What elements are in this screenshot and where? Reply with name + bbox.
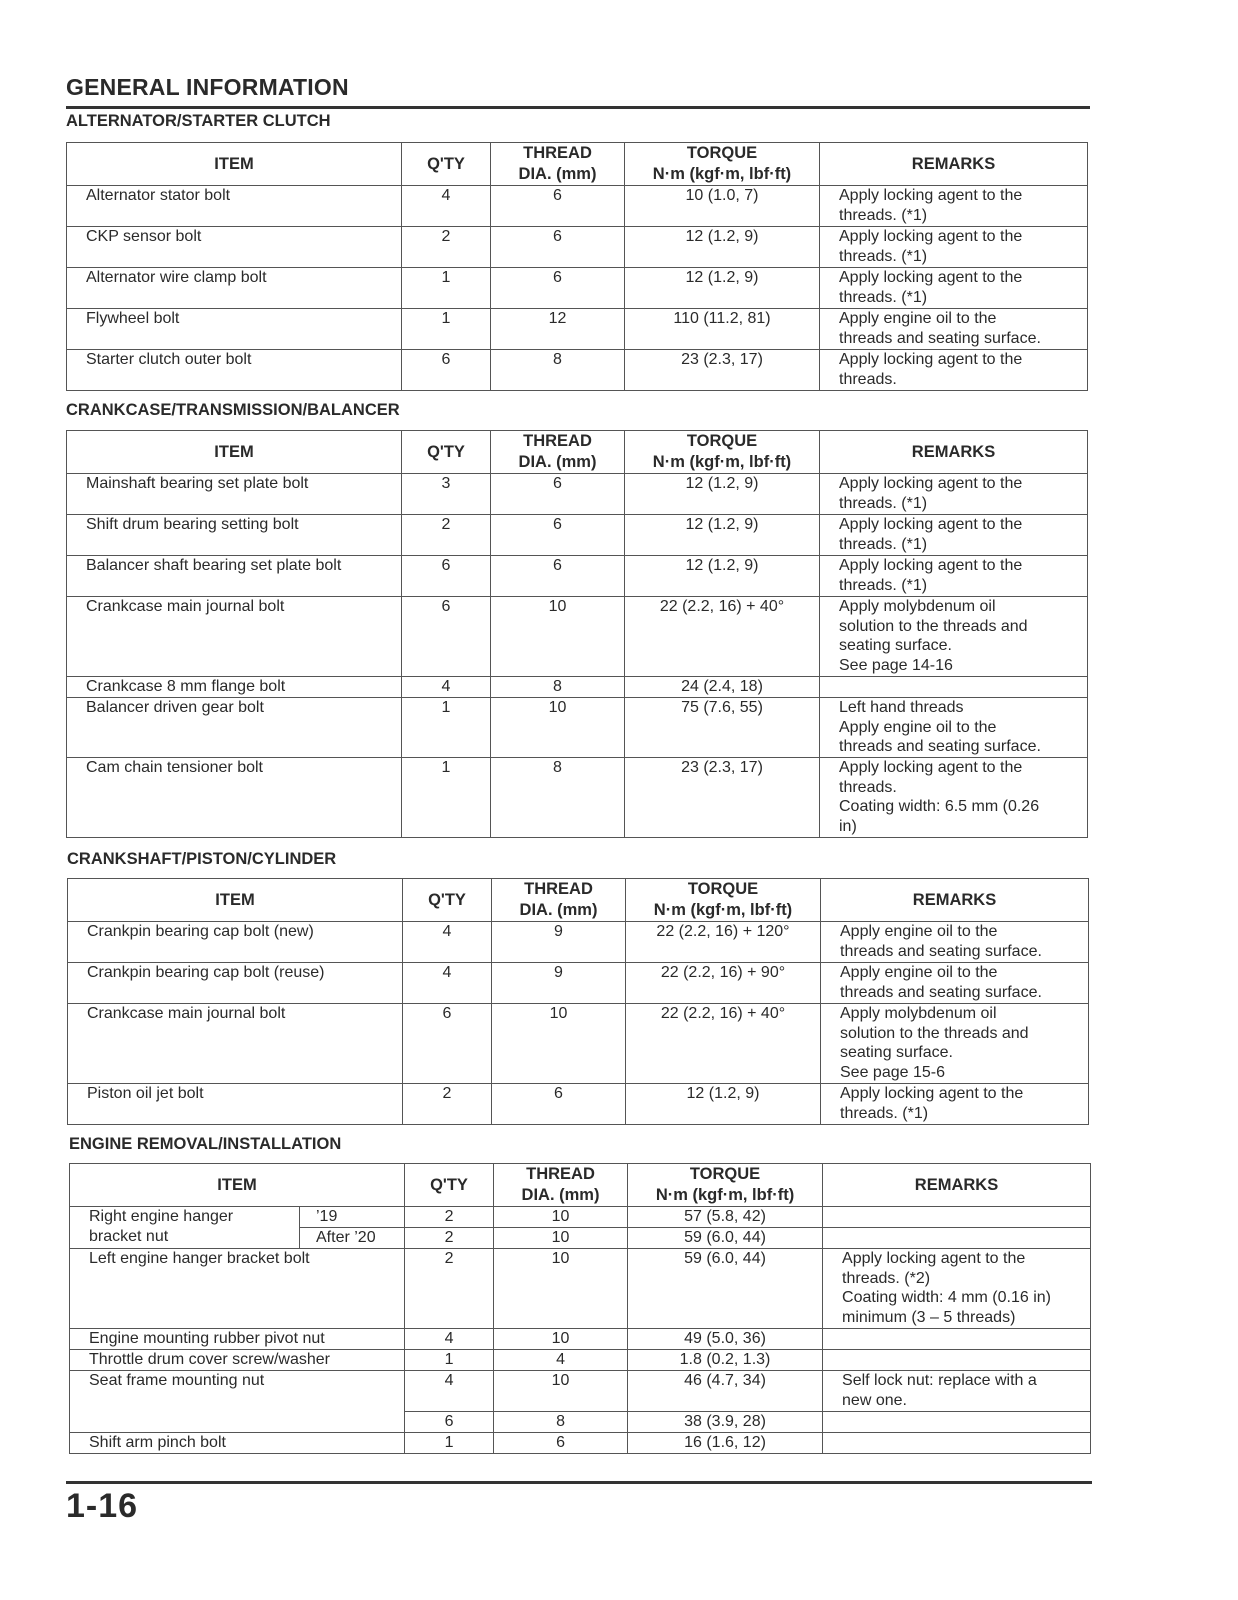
item-cell: Engine mounting rubber pivot nut xyxy=(70,1329,405,1350)
qty-cell: 2 xyxy=(402,515,491,556)
remarks-cell: Left hand threads Apply engine oil to the threads and seating surface. xyxy=(820,698,1088,758)
table-header-row xyxy=(68,879,1089,922)
torque-cell: 12 (1.2, 9) xyxy=(626,1084,821,1125)
torque-cell: 24 (2.4, 18) xyxy=(625,677,820,698)
table-row xyxy=(67,474,1088,515)
table-row xyxy=(67,309,1088,350)
table-row xyxy=(70,1350,1091,1371)
section-heading-crankshaft: CRANKSHAFT/PISTON/CYLINDER xyxy=(67,850,337,868)
section-heading-engine-removal: ENGINE REMOVAL/INSTALLATION xyxy=(69,1135,342,1153)
item-cell: Balancer driven gear bolt xyxy=(67,698,402,758)
remarks-cell: Self lock nut: replace with a new one. xyxy=(823,1371,1091,1412)
remarks-cell: Apply locking agent to the threads. (*1) xyxy=(820,268,1088,309)
item-cell: Alternator wire clamp bolt xyxy=(67,268,402,309)
item-cell: Right engine hanger bracket nut xyxy=(70,1207,300,1249)
torque-cell: 12 (1.2, 9) xyxy=(625,556,820,597)
model-year-cell: ’19 xyxy=(300,1207,405,1228)
item-cell: Cam chain tensioner bolt xyxy=(67,758,402,838)
col-item-header: ITEM xyxy=(70,1164,405,1207)
table-row xyxy=(70,1371,1091,1412)
qty-cell: 2 xyxy=(405,1207,494,1228)
remarks-cell: Apply molybdenum oil solution to the threads and seating surface. See page 14-16 xyxy=(820,597,1088,677)
page-title: GENERAL INFORMATION xyxy=(66,74,349,100)
section-heading-crankcase: CRANKCASE/TRANSMISSION/BALANCER xyxy=(66,401,400,419)
torque-cell: 12 (1.2, 9) xyxy=(625,227,820,268)
torque-cell: 22 (2.2, 16) + 40° xyxy=(626,1004,821,1084)
table-row xyxy=(70,1433,1091,1454)
table-row xyxy=(68,963,1089,1004)
item-cell: Shift drum bearing setting bolt xyxy=(67,515,402,556)
torque-cell: 46 (4.7, 34) xyxy=(628,1371,823,1412)
item-cell: Starter clutch outer bolt xyxy=(67,350,402,391)
torque-cell: 23 (2.3, 17) xyxy=(625,350,820,391)
table-row xyxy=(68,922,1089,963)
qty-cell: 1 xyxy=(405,1350,494,1371)
table-row xyxy=(67,350,1088,391)
qty-cell: 6 xyxy=(405,1412,494,1433)
torque-cell: 12 (1.2, 9) xyxy=(625,268,820,309)
torque-cell: 22 (2.2, 16) + 40° xyxy=(625,597,820,677)
qty-cell: 6 xyxy=(403,1004,492,1084)
item-cell: Crankcase main journal bolt xyxy=(67,597,402,677)
col-item-header: ITEM xyxy=(67,143,402,186)
col-qty-header: Q'TY xyxy=(403,879,492,922)
remarks-cell xyxy=(823,1433,1091,1454)
qty-cell: 4 xyxy=(403,963,492,1004)
remarks-cell xyxy=(823,1412,1091,1433)
item-cell: Shift arm pinch bolt xyxy=(70,1433,405,1454)
table-header-row xyxy=(67,143,1088,186)
col-remarks-header: REMARKS xyxy=(820,143,1088,186)
footer-divider xyxy=(66,1481,1092,1484)
thread-cell: 10 xyxy=(492,1004,626,1084)
thread-cell: 9 xyxy=(492,963,626,1004)
qty-cell: 4 xyxy=(402,186,491,227)
remarks-cell: Apply engine oil to the threads and seating surface. xyxy=(820,309,1088,350)
remarks-cell: Apply locking agent to the threads. (*1) xyxy=(820,515,1088,556)
thread-cell: 10 xyxy=(494,1249,628,1329)
col-torque-header: TORQUE N·m (kgf·m, lbf·ft) xyxy=(628,1164,823,1207)
remarks-cell: Apply engine oil to the threads and seating surface. xyxy=(821,922,1089,963)
torque-table-crankshaft xyxy=(67,878,1089,1125)
qty-cell: 1 xyxy=(402,758,491,838)
table-row xyxy=(67,556,1088,597)
thread-cell: 8 xyxy=(491,677,625,698)
qty-cell: 4 xyxy=(405,1329,494,1350)
item-cell: Crankpin bearing cap bolt (new) xyxy=(68,922,403,963)
col-torque-header: TORQUE N·m (kgf·m, lbf·ft) xyxy=(625,143,820,186)
remarks-cell xyxy=(820,677,1088,698)
torque-cell: 23 (2.3, 17) xyxy=(625,758,820,838)
thread-cell: 8 xyxy=(491,758,625,838)
table-row xyxy=(70,1207,1091,1228)
table-header-row xyxy=(70,1164,1091,1207)
thread-cell: 6 xyxy=(491,186,625,227)
thread-cell: 6 xyxy=(492,1084,626,1125)
torque-table-alternator xyxy=(66,142,1088,391)
table-row xyxy=(68,1004,1089,1084)
torque-table-crankcase xyxy=(66,430,1088,838)
torque-cell: 12 (1.2, 9) xyxy=(625,474,820,515)
qty-cell: 1 xyxy=(402,698,491,758)
remarks-cell xyxy=(823,1207,1091,1228)
col-qty-header: Q'TY xyxy=(405,1164,494,1207)
table-row xyxy=(67,597,1088,677)
thread-cell: 10 xyxy=(494,1371,628,1412)
qty-cell: 1 xyxy=(402,309,491,350)
col-remarks-header: REMARKS xyxy=(823,1164,1091,1207)
col-torque-header: TORQUE N·m (kgf·m, lbf·ft) xyxy=(626,879,821,922)
qty-cell: 2 xyxy=(402,227,491,268)
table-row xyxy=(67,698,1088,758)
item-cell: Seat frame mounting nut xyxy=(70,1371,405,1433)
torque-cell: 22 (2.2, 16) + 90° xyxy=(626,963,821,1004)
qty-cell: 4 xyxy=(402,677,491,698)
qty-cell: 2 xyxy=(403,1084,492,1125)
thread-cell: 6 xyxy=(491,268,625,309)
torque-cell: 12 (1.2, 9) xyxy=(625,515,820,556)
thread-cell: 8 xyxy=(494,1412,628,1433)
col-thread-header: THREAD DIA. (mm) xyxy=(492,879,626,922)
torque-cell: 1.8 (0.2, 1.3) xyxy=(628,1350,823,1371)
table-row xyxy=(67,268,1088,309)
qty-cell: 1 xyxy=(405,1433,494,1454)
col-thread-header: THREAD DIA. (mm) xyxy=(491,143,625,186)
table-header-row xyxy=(67,431,1088,474)
item-cell: Alternator stator bolt xyxy=(67,186,402,227)
thread-cell: 6 xyxy=(491,515,625,556)
torque-cell: 49 (5.0, 36) xyxy=(628,1329,823,1350)
torque-cell: 75 (7.6, 55) xyxy=(625,698,820,758)
remarks-cell xyxy=(823,1350,1091,1371)
torque-table-engine-removal xyxy=(69,1163,1091,1454)
remarks-cell: Apply locking agent to the threads. Coating width: 6.5 mm (0.26 in) xyxy=(820,758,1088,838)
table-row xyxy=(67,186,1088,227)
thread-cell: 10 xyxy=(494,1207,628,1228)
thread-cell: 6 xyxy=(494,1433,628,1454)
col-item-header: ITEM xyxy=(68,879,403,922)
table-row xyxy=(67,515,1088,556)
thread-cell: 10 xyxy=(494,1329,628,1350)
torque-cell: 38 (3.9, 28) xyxy=(628,1412,823,1433)
table-row xyxy=(70,1329,1091,1350)
qty-cell: 3 xyxy=(402,474,491,515)
item-cell: Mainshaft bearing set plate bolt xyxy=(67,474,402,515)
thread-cell: 9 xyxy=(492,922,626,963)
qty-cell: 4 xyxy=(403,922,492,963)
remarks-cell xyxy=(823,1329,1091,1350)
torque-cell: 16 (1.6, 12) xyxy=(628,1433,823,1454)
remarks-cell: Apply locking agent to the threads. (*1) xyxy=(820,556,1088,597)
qty-cell: 6 xyxy=(402,556,491,597)
col-thread-header: THREAD DIA. (mm) xyxy=(491,431,625,474)
col-item-header: ITEM xyxy=(67,431,402,474)
remarks-cell: Apply locking agent to the threads. (*1) xyxy=(820,227,1088,268)
col-qty-header: Q'TY xyxy=(402,431,491,474)
torque-cell: 10 (1.0, 7) xyxy=(625,186,820,227)
table-row xyxy=(68,1084,1089,1125)
item-cell: Crankcase 8 mm flange bolt xyxy=(67,677,402,698)
thread-cell: 4 xyxy=(494,1350,628,1371)
col-thread-header: THREAD DIA. (mm) xyxy=(494,1164,628,1207)
table-row xyxy=(70,1249,1091,1329)
item-cell: Balancer shaft bearing set plate bolt xyxy=(67,556,402,597)
remarks-cell: Apply locking agent to the threads. xyxy=(820,350,1088,391)
thread-cell: 12 xyxy=(491,309,625,350)
item-cell: Crankcase main journal bolt xyxy=(68,1004,403,1084)
remarks-cell xyxy=(823,1228,1091,1249)
torque-cell: 22 (2.2, 16) + 120° xyxy=(626,922,821,963)
item-cell: Flywheel bolt xyxy=(67,309,402,350)
item-cell: Crankpin bearing cap bolt (reuse) xyxy=(68,963,403,1004)
item-cell: Throttle drum cover screw/washer xyxy=(70,1350,405,1371)
section-heading-alternator: ALTERNATOR/STARTER CLUTCH xyxy=(66,112,331,130)
remarks-cell: Apply locking agent to the threads. (*1) xyxy=(821,1084,1089,1125)
remarks-cell: Apply locking agent to the threads. (*2) Coating width: 4 mm (0.16 in) minimum (3 – 5 threads) xyxy=(823,1249,1091,1329)
torque-cell: 57 (5.8, 42) xyxy=(628,1207,823,1228)
qty-cell: 2 xyxy=(405,1228,494,1249)
qty-cell: 6 xyxy=(402,350,491,391)
thread-cell: 10 xyxy=(494,1228,628,1249)
table-row xyxy=(67,758,1088,838)
thread-cell: 6 xyxy=(491,474,625,515)
thread-cell: 6 xyxy=(491,227,625,268)
table-row xyxy=(67,227,1088,268)
torque-cell: 59 (6.0, 44) xyxy=(628,1228,823,1249)
remarks-cell: Apply engine oil to the threads and seating surface. xyxy=(821,963,1089,1004)
item-cell: Piston oil jet bolt xyxy=(68,1084,403,1125)
thread-cell: 10 xyxy=(491,597,625,677)
col-torque-header: TORQUE N·m (kgf·m, lbf·ft) xyxy=(625,431,820,474)
qty-cell: 6 xyxy=(402,597,491,677)
model-year-cell: After ’20 xyxy=(300,1228,405,1249)
qty-cell: 4 xyxy=(405,1371,494,1412)
remarks-cell: Apply locking agent to the threads. (*1) xyxy=(820,474,1088,515)
torque-cell: 59 (6.0, 44) xyxy=(628,1249,823,1329)
item-cell: Left engine hanger bracket bolt xyxy=(70,1249,405,1329)
thread-cell: 8 xyxy=(491,350,625,391)
thread-cell: 10 xyxy=(491,698,625,758)
item-cell: CKP sensor bolt xyxy=(67,227,402,268)
thread-cell: 6 xyxy=(491,556,625,597)
remarks-cell: Apply molybdenum oil solution to the threads and seating surface. See page 15-6 xyxy=(821,1004,1089,1084)
col-remarks-header: REMARKS xyxy=(821,879,1089,922)
table-row xyxy=(67,677,1088,698)
qty-cell: 1 xyxy=(402,268,491,309)
remarks-cell: Apply locking agent to the threads. (*1) xyxy=(820,186,1088,227)
torque-cell: 110 (11.2, 81) xyxy=(625,309,820,350)
qty-cell: 2 xyxy=(405,1249,494,1329)
page-number: 1-16 xyxy=(66,1487,139,1525)
col-remarks-header: REMARKS xyxy=(820,431,1088,474)
title-divider xyxy=(66,106,1090,109)
col-qty-header: Q'TY xyxy=(402,143,491,186)
